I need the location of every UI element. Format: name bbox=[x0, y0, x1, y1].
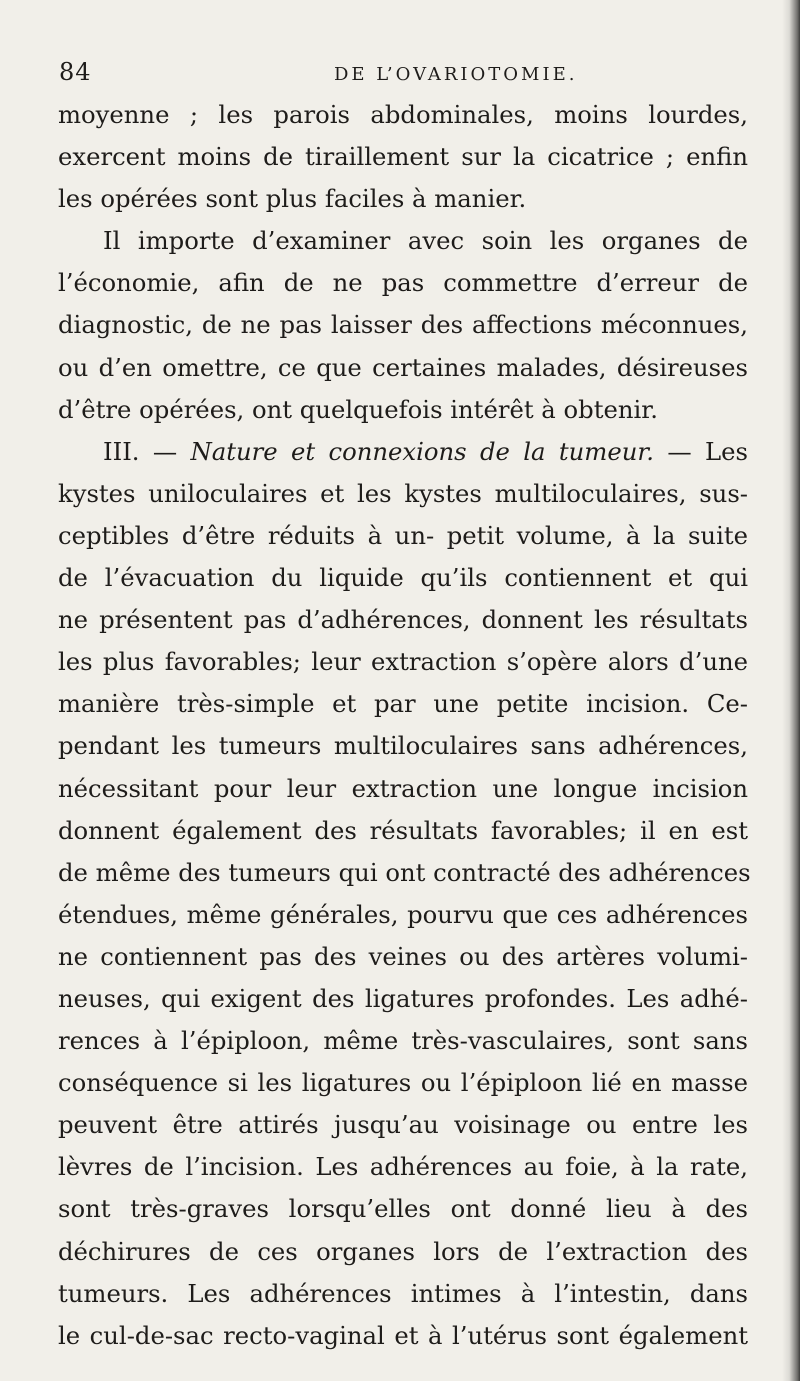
text-line: ou d’en omettre, ce que certaines malades, désireuses bbox=[58, 352, 748, 382]
text-line: d’être opérées, ont quelquefois intérêt à obtenir. bbox=[58, 394, 658, 424]
section-number: III. — bbox=[103, 436, 191, 466]
text-line: donnent également des résultats favorables; il en est bbox=[58, 815, 748, 845]
text-line: ne contiennent pas des veines ou des artères volumi- bbox=[58, 941, 748, 971]
text-line: de même des tumeurs qui ont contracté des adhérences bbox=[58, 857, 751, 887]
text-line: les plus favorables; leur extraction s’opère alors d’une bbox=[58, 647, 748, 677]
text-line: pendant les tumeurs multiloculaires sans adhérences, bbox=[58, 731, 748, 761]
text-line: kystes uniloculaires et les kystes multiloculaires, sus- bbox=[58, 478, 748, 508]
text-line: peuvent être attirés jusqu’au voisinage ou entre les bbox=[58, 1110, 748, 1140]
text-line: neuses, qui exigent des ligatures profondes. Les adhé- bbox=[58, 983, 748, 1013]
text-line: le cul-de-sac recto-vaginal et à l’utérus sont également bbox=[58, 1320, 748, 1350]
text-line: sont très-graves lorsqu’elles ont donné lieu à des bbox=[58, 1194, 748, 1224]
text-line: manière très-simple et par une petite incision. Ce- bbox=[58, 689, 748, 719]
section-heading-line bbox=[58, 431, 748, 473]
text-line: ceptibles d’être réduits à un- petit volume, à la suite bbox=[58, 520, 748, 550]
text-line: exercent moins de tiraillement sur la cicatrice ; enfin bbox=[58, 142, 748, 172]
body-text bbox=[58, 94, 751, 1357]
page-edge-shadow bbox=[782, 0, 800, 1381]
text-line: l’économie, afin de ne pas commettre d’erreur de bbox=[58, 268, 748, 298]
text-line: Il importe d’examiner avec soin les organes de bbox=[103, 226, 748, 256]
text-line: nécessitant pour leur extraction une longue incision bbox=[58, 773, 748, 803]
text-line: tumeurs. Les adhérences intimes à l’intestin, dans bbox=[58, 1278, 748, 1308]
text-line: lèvres de l’incision. Les adhérences au foie, à la rate, bbox=[58, 1152, 748, 1182]
text-line: rences à l’épiploon, même très-vasculaires, sont sans bbox=[58, 1026, 748, 1056]
text-line: diagnostic, de ne pas laisser des affections méconnues, bbox=[58, 310, 748, 340]
text-line: déchirures de ces organes lors de l’extraction des bbox=[58, 1236, 748, 1266]
text-line: ne présentent pas d’adhérences, donnent les résultats bbox=[58, 605, 748, 635]
running-head: DE L’OVARIOTOMIE. bbox=[334, 64, 578, 85]
text-line: conséquence si les ligatures ou l’épiploon lié en masse bbox=[58, 1068, 748, 1098]
page-header bbox=[59, 58, 760, 88]
text-line: moyenne ; les parois abdominales, moins lourdes, bbox=[58, 100, 748, 129]
text-line: de l’évacuation du liquide qu’ils contiennent et qui bbox=[58, 563, 748, 593]
section-heading-tail: — Les bbox=[654, 436, 748, 466]
text-line: étendues, même générales, pourvu que ces adhérences bbox=[58, 899, 748, 929]
page-number: 84 bbox=[59, 58, 92, 86]
section-title: Nature et connexions de la tumeur. bbox=[190, 436, 655, 466]
text-line: les opérées sont plus faciles à manier. bbox=[58, 184, 527, 214]
